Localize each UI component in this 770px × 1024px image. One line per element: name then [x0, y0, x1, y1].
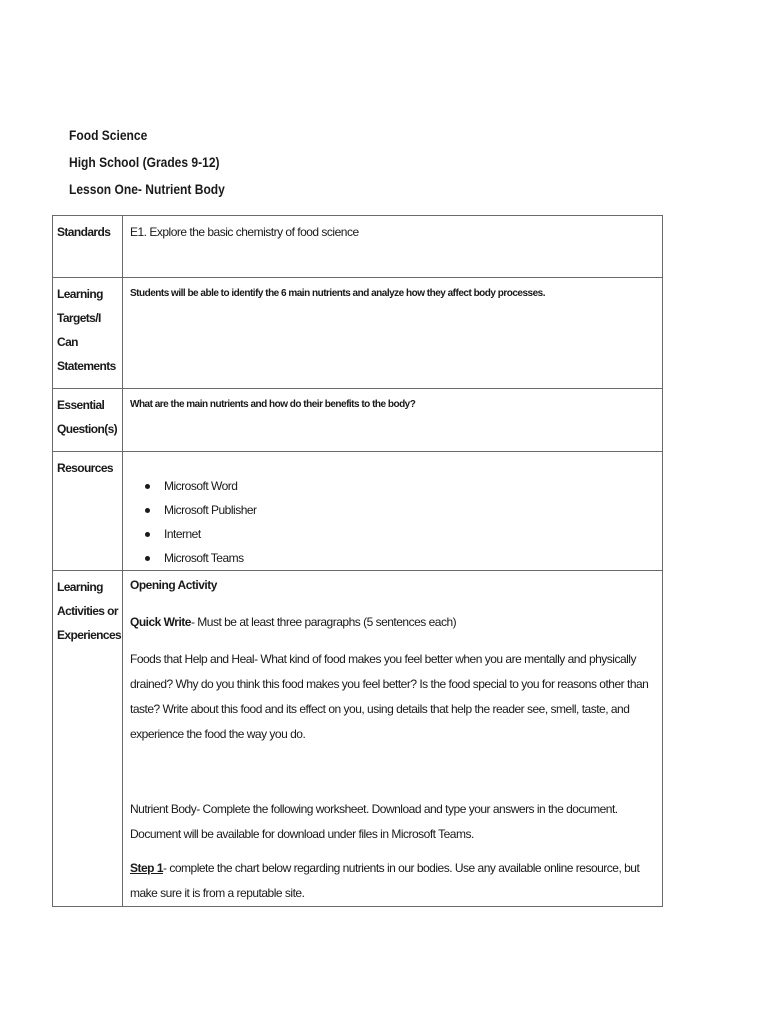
- row-label-learning-targets: Learning Targets/I Can Statements: [53, 278, 123, 389]
- nutrient-body-instructions: Nutrient Body- Complete the following worksheet. Download and type your answers in the document. Document will be available for download under files in Microsoft Teams.: [130, 802, 618, 841]
- list-item: [145, 522, 656, 546]
- quick-write-text: - Must be at least three paragraphs (5 sentences each): [190, 615, 457, 629]
- resources-list: [130, 474, 656, 570]
- quick-write-line: [130, 610, 656, 634]
- table-row-learning-targets: [53, 278, 663, 389]
- table-row-resources: [53, 452, 663, 571]
- list-item: [145, 474, 656, 498]
- step-1-label: Step 1: [130, 861, 164, 875]
- table-row-learning-activities: [53, 571, 663, 907]
- list-item: [145, 498, 656, 522]
- resource-item-label: Microsoft Word: [164, 479, 238, 493]
- row-label-learning-activities: Learning Activities or Experiences: [53, 571, 123, 907]
- row-label-essential-questions: Essential Question(s): [53, 389, 123, 452]
- bullet-icon: [145, 484, 150, 489]
- bullet-icon: [145, 556, 150, 561]
- row-content-resources: [123, 452, 663, 571]
- table-row-essential-questions: [53, 389, 663, 452]
- step-1-instructions: [130, 856, 656, 906]
- resource-item-label: Microsoft Teams: [164, 551, 244, 565]
- lesson-plan-table: [52, 215, 663, 907]
- table-row-standards: [53, 216, 663, 278]
- quick-write-label: Quick Write: [130, 615, 191, 629]
- row-content-essential-questions: [123, 389, 663, 452]
- list-item: [145, 546, 656, 570]
- opening-activity-heading: Opening Activity: [130, 578, 217, 592]
- writing-prompt: Foods that Help and Heal- What kind of food makes you feel better when you are mentally and physically drained? Why do you think this food makes you feel better? Is the food special to you for reasons other than taste? Write about this food and its effect on you, using details that help the reader see, smell, taste, and experience the food the way you do.: [130, 652, 649, 741]
- row-label-standards: Standards: [53, 216, 123, 278]
- grade-level: High School (Grades 9-12): [69, 154, 220, 170]
- row-content-standards: [123, 216, 663, 278]
- bullet-icon: [145, 508, 150, 513]
- essential-question-text: What are the main nutrients and how do their benefits to the body?: [130, 399, 416, 410]
- subject-title: Food Science: [69, 127, 148, 143]
- learning-targets-text: Students will be able to identify the 6 main nutrients and analyze how they affect body processes.: [130, 288, 545, 299]
- resource-item-label: Microsoft Publisher: [164, 503, 257, 517]
- row-label-resources: Resources: [53, 452, 123, 571]
- resource-item-label: Internet: [164, 527, 201, 541]
- bullet-icon: [145, 532, 150, 537]
- row-content-learning-targets: [123, 278, 663, 389]
- row-content-learning-activities: [123, 571, 663, 907]
- lesson-header: [69, 122, 250, 203]
- step-1-text: - complete the chart below regarding nutrients in our bodies. Use any available online resource, but make sure it is from a reputable site.: [130, 861, 640, 900]
- lesson-title: Lesson One- Nutrient Body: [69, 181, 225, 197]
- standards-text: E1. Explore the basic chemistry of food science: [130, 225, 359, 239]
